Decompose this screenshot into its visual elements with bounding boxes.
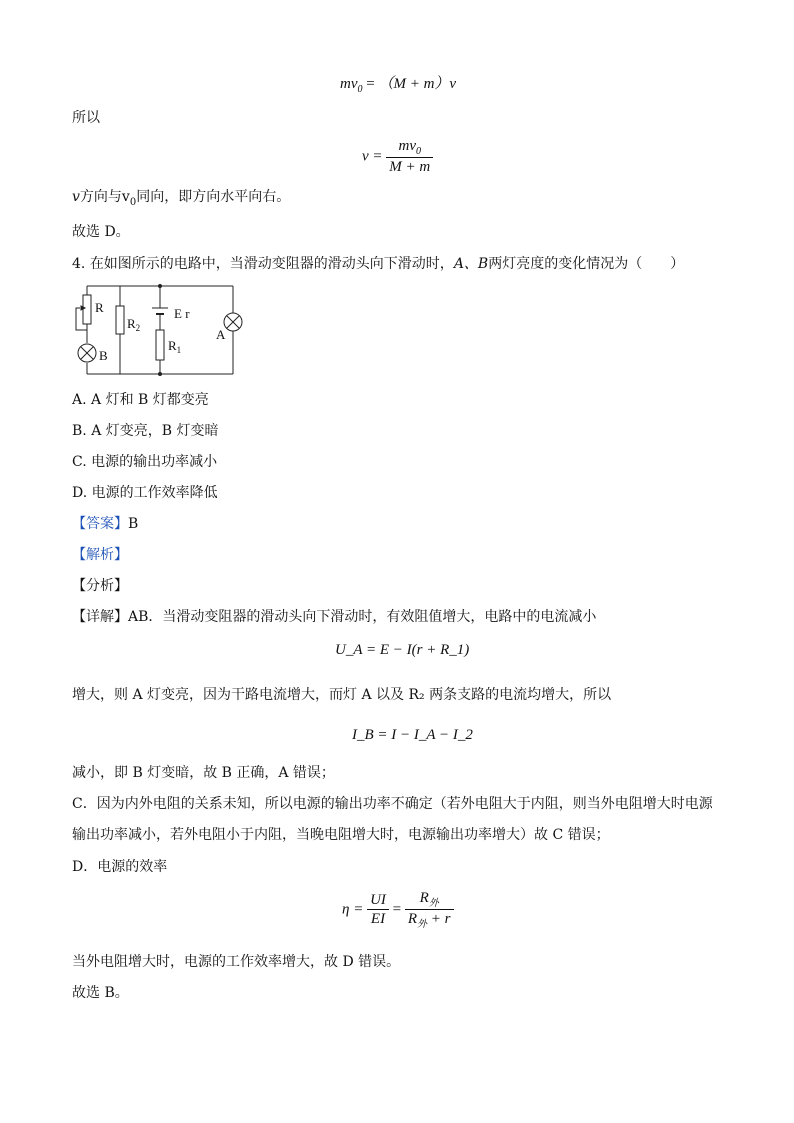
option-b: B. A 灯变亮，B 灯变暗: [72, 423, 219, 439]
analyze-tag: 【分析】: [72, 578, 128, 594]
option-a: A. A 灯和 B 灯都变亮: [72, 392, 209, 408]
line-increase: 增大，则 A 灯变亮，因为干路电流增大，而灯 A 以及 R₂ 两条支路的电流均增大，所以: [72, 687, 612, 703]
line-c-2: 输出功率减小，若外电阻小于内阻，当晚电阻增大时，电源输出功率增大）故 C 错误；: [72, 827, 610, 843]
line-final: 当外电阻增大时，电源的工作效率增大，故 D 错误。: [72, 954, 401, 970]
circuit-diagram: [70, 282, 250, 378]
line-decrease: 减小，即 B 灯变暗，故 B 正确，A 错误；: [72, 765, 335, 781]
direction-line: v方向与$v_0$同向，即方向水平向右。: [72, 189, 291, 208]
equation-velocity: v = $\frac{mv_0}{M + m}$: [362, 138, 433, 176]
analysis-tag: 【解析】: [72, 547, 128, 563]
option-d: D. 电源的工作效率降低: [72, 485, 218, 501]
line-d: D．电源的效率: [72, 859, 168, 875]
question-4: 4. 在如图所示的电路中，当滑动变阻器的滑动头向下滑动时，A、B两灯亮度的变化情况为（ ）: [72, 256, 685, 272]
label-er: E r: [174, 306, 190, 321]
line-c-1: C．因为内外电阻的关系未知，所以电源的输出功率不确定（若外电阻大于内阻，则当外电阻增大时电源: [72, 796, 713, 812]
choose-d: 故选 D。: [72, 224, 130, 240]
option-c: C. 电源的输出功率减小: [72, 454, 218, 470]
equation-ua: U_A = E − I(r + R_1): [335, 642, 470, 658]
equation-ib: I_B = I − I_A − I_2: [352, 727, 473, 743]
label-r1: $R_1$: [168, 338, 182, 355]
label-r: R: [95, 300, 104, 315]
equation-efficiency: η = $\frac{UI}{EI}$ = $\frac{R_外}{R_外 + r}$: [342, 890, 454, 930]
choose-b: 故选 B。: [72, 985, 129, 1001]
so-label: 所以: [72, 110, 100, 126]
label-b: B: [99, 348, 108, 363]
equation-momentum: $mv_0 = (M + m)v$: [340, 76, 457, 95]
answer-line: 【答案】B: [72, 516, 139, 532]
label-r2: $R_2$: [127, 316, 141, 333]
label-a: A: [216, 327, 226, 342]
detail-line: 【详解】AB．当滑动变阻器的滑动头向下滑动时，有效阻值增大，电路中的电流减小: [72, 609, 597, 625]
